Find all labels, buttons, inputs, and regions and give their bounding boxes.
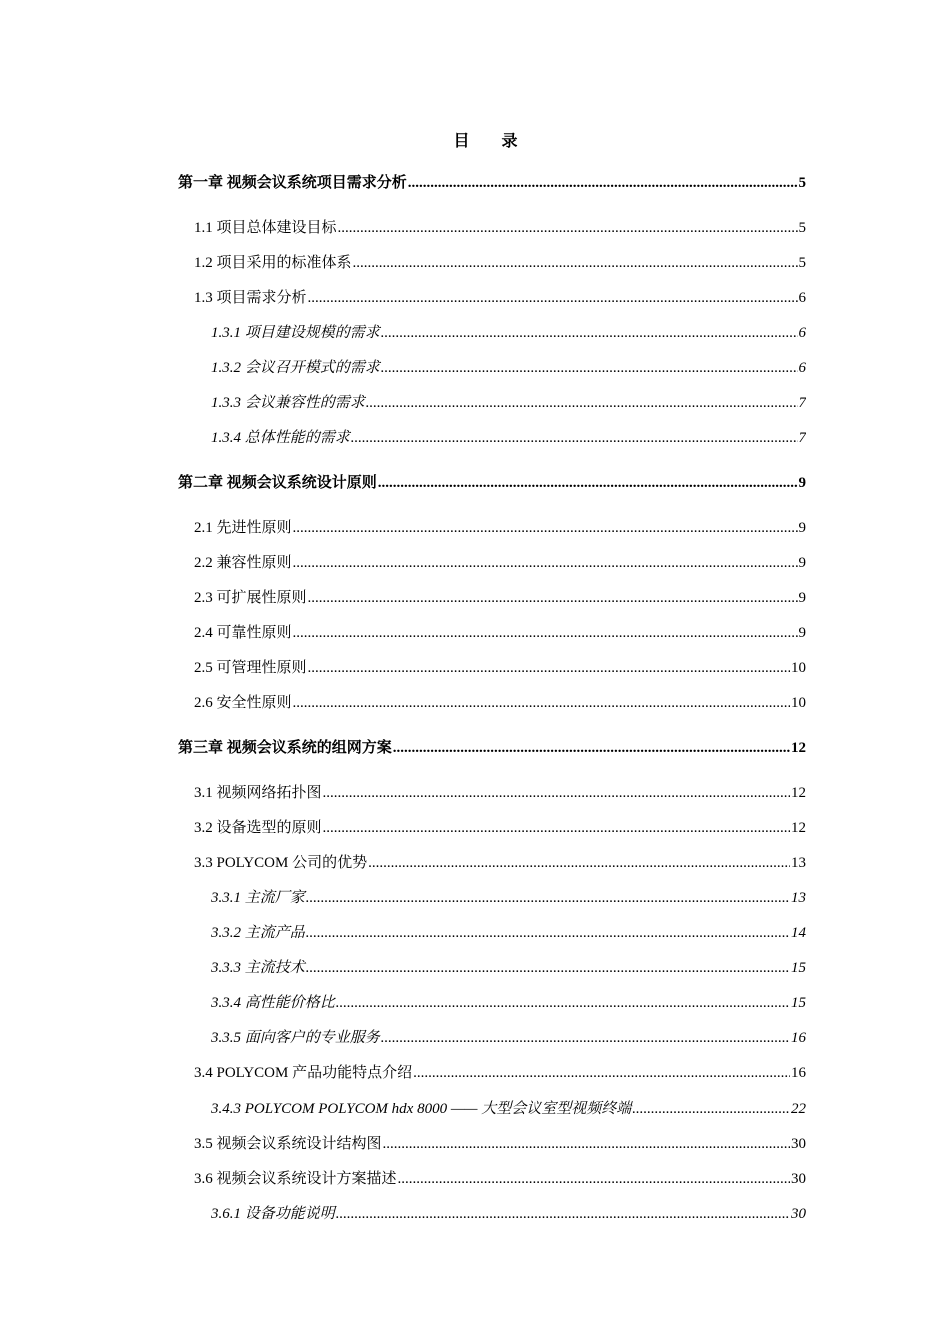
toc-dot-leader — [383, 1133, 790, 1155]
toc-entry-label: 1.3.4 总体性能的需求 — [211, 430, 350, 446]
toc-dot-leader — [306, 887, 790, 909]
toc-page-number: 5 — [798, 175, 806, 191]
toc-dot-leader — [306, 922, 790, 944]
toc-entry[interactable] — [211, 322, 806, 344]
toc-entry-label: 第三章 视频会议系统的组网方案 — [178, 740, 392, 756]
toc-dot-leader — [336, 1203, 790, 1225]
toc-page-number: 13 — [791, 855, 806, 871]
toc-entry-label: 3.3.1 主流厂家 — [211, 890, 305, 906]
toc-entry-label: 1.3.3 会议兼容性的需求 — [211, 395, 365, 411]
toc-page-number: 6 — [798, 325, 806, 341]
toc-dot-leader — [293, 552, 798, 574]
toc-entry-label: 2.4 可靠性原则 — [194, 625, 292, 641]
toc-dot-leader — [306, 957, 790, 979]
toc-page-number: 7 — [798, 430, 806, 446]
toc-dot-leader — [308, 287, 798, 309]
toc-entry[interactable] — [211, 1098, 806, 1120]
toc-entry[interactable] — [194, 1168, 806, 1190]
toc-title: 目 录 — [453, 133, 532, 150]
toc-entry-label: 3.3 POLYCOM 公司的优势 — [194, 855, 368, 871]
toc-dot-leader — [413, 1062, 790, 1084]
toc-entry-label: 1.2 项目采用的标准体系 — [194, 255, 352, 271]
toc-entry[interactable] — [194, 1062, 806, 1084]
toc-dot-leader — [338, 217, 798, 239]
toc-page-number: 22 — [791, 1101, 806, 1117]
toc-entry[interactable] — [194, 1133, 806, 1155]
toc-page-number: 14 — [791, 925, 806, 941]
toc-page-number: 7 — [798, 395, 806, 411]
toc-page-number: 6 — [798, 290, 806, 306]
toc-page-number: 30 — [791, 1136, 806, 1152]
toc-entry-label: 3.3.2 主流产品 — [211, 925, 305, 941]
toc-entry-label: 3.3.5 面向客户的专业服务 — [211, 1030, 380, 1046]
toc-entry-label: 2.2 兼容性原则 — [194, 555, 292, 571]
toc-entry-label: 第一章 视频会议系统项目需求分析 — [178, 175, 407, 191]
toc-entry-label: 2.6 安全性原则 — [194, 695, 292, 711]
toc-page-number: 10 — [791, 660, 806, 676]
toc-page-number: 12 — [791, 740, 806, 756]
toc-entry-label: 2.1 先进性原则 — [194, 520, 292, 536]
toc-page-number: 12 — [791, 820, 806, 836]
toc-page-number: 9 — [798, 520, 806, 536]
toc-dot-leader — [378, 472, 798, 494]
toc-entry[interactable] — [194, 852, 806, 874]
toc-page-number: 10 — [791, 695, 806, 711]
toc-entry[interactable] — [194, 622, 806, 644]
toc-page-number: 9 — [798, 555, 806, 571]
toc-entry-label: 1.3 项目需求分析 — [194, 290, 307, 306]
toc-entry-label: 3.2 设备选型的原则 — [194, 820, 322, 836]
toc-entry[interactable] — [211, 957, 806, 979]
toc-entry[interactable] — [211, 922, 806, 944]
toc-dot-leader — [368, 852, 790, 874]
toc-entry-label: 2.3 可扩展性原则 — [194, 590, 307, 606]
toc-entry-label: 3.5 视频会议系统设计结构图 — [194, 1136, 382, 1152]
toc-entry[interactable] — [211, 992, 806, 1014]
toc-dot-leader — [408, 172, 798, 194]
toc-dot-leader — [308, 657, 790, 679]
toc-entry-label: 3.3.4 高性能价格比 — [211, 995, 335, 1011]
toc-entry-label: 3.1 视频网络拓扑图 — [194, 785, 322, 801]
toc-entry[interactable] — [178, 472, 806, 494]
toc-page-number: 16 — [791, 1065, 806, 1081]
toc-dot-leader — [398, 1168, 790, 1190]
toc-page-number: 9 — [798, 590, 806, 606]
toc-entry[interactable] — [211, 1027, 806, 1049]
toc-entry-label: 3.3.3 主流技术 — [211, 960, 305, 976]
toc-entry-label: 3.6 视频会议系统设计方案描述 — [194, 1171, 397, 1187]
toc-entry-label: 3.4 POLYCOM 产品功能特点介绍 — [194, 1065, 413, 1081]
toc-entry-label: 1.3.2 会议召开模式的需求 — [211, 360, 380, 376]
toc-page-number: 5 — [798, 220, 806, 236]
toc-dot-leader — [381, 322, 798, 344]
toc-page-number: 5 — [798, 255, 806, 271]
toc-dot-leader — [381, 357, 798, 379]
toc-entry[interactable] — [194, 217, 806, 239]
toc-entry[interactable] — [194, 287, 806, 309]
toc-dot-leader — [393, 737, 790, 759]
toc-entry-label: 1.3.1 项目建设规模的需求 — [211, 325, 380, 341]
toc-dot-leader — [323, 782, 790, 804]
toc-page-number: 16 — [791, 1030, 806, 1046]
toc-entry-label: 第二章 视频会议系统设计原则 — [178, 475, 377, 491]
toc-dot-leader — [336, 992, 790, 1014]
toc-page-number: 9 — [798, 625, 806, 641]
toc-dot-leader — [293, 692, 790, 714]
toc-entry-label: 2.5 可管理性原则 — [194, 660, 307, 676]
toc-entry[interactable] — [194, 587, 806, 609]
toc-page-number: 30 — [791, 1171, 806, 1187]
toc-dot-leader — [293, 622, 798, 644]
toc-page-number: 9 — [798, 475, 806, 491]
toc-entry[interactable] — [178, 172, 806, 194]
toc-entry[interactable] — [211, 392, 806, 414]
toc-dot-leader — [351, 427, 798, 449]
toc-entry-label: 3.4.3 POLYCOM POLYCOM hdx 8000 —— 大型会议室型视频终端 — [211, 1101, 632, 1117]
toc-page-number: 13 — [791, 890, 806, 906]
toc-dot-leader — [293, 517, 798, 539]
toc-dot-leader — [381, 1027, 790, 1049]
toc-entry-label: 1.1 项目总体建设目标 — [194, 220, 337, 236]
toc-page-number: 15 — [791, 960, 806, 976]
toc-entry[interactable] — [178, 737, 806, 759]
toc-entry-label: 3.6.1 设备功能说明 — [211, 1206, 335, 1222]
toc-entry[interactable] — [211, 357, 806, 379]
toc-dot-leader — [308, 587, 798, 609]
toc-entry[interactable] — [194, 782, 806, 804]
toc-entry[interactable] — [194, 817, 806, 839]
toc-entry[interactable] — [194, 252, 806, 274]
toc-entry[interactable] — [211, 427, 806, 449]
toc-dot-leader — [353, 252, 798, 274]
toc-page-number: 6 — [798, 360, 806, 376]
toc-entry[interactable] — [194, 657, 806, 679]
toc-entry[interactable] — [211, 1203, 806, 1225]
toc-dot-leader — [632, 1098, 790, 1120]
toc-dot-leader — [366, 392, 798, 414]
toc-page-number: 15 — [791, 995, 806, 1011]
toc-entry[interactable] — [194, 552, 806, 574]
toc-entry[interactable] — [194, 692, 806, 714]
toc-page-number: 30 — [791, 1206, 806, 1222]
toc-page-number: 12 — [791, 785, 806, 801]
toc-dot-leader — [323, 817, 790, 839]
toc-entry[interactable] — [194, 517, 806, 539]
toc-entry[interactable] — [211, 887, 806, 909]
